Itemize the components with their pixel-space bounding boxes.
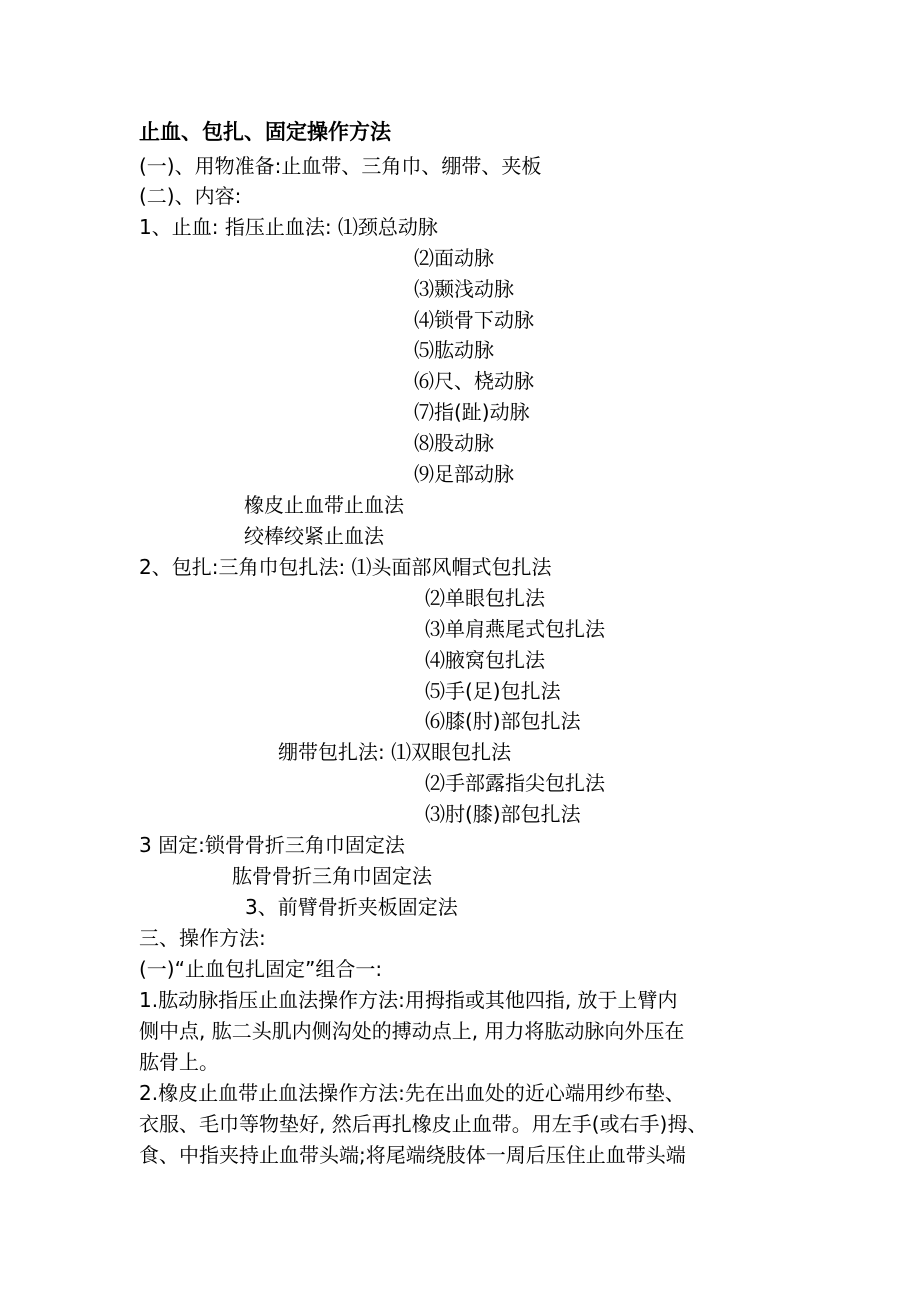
text-line-bandage-method: 绷带包扎法: ⑴双眼包扎法 <box>278 740 512 764</box>
paragraph-line: 衣服、毛巾等物垫好, 然后再扎橡皮止血带。用左手(或右手)拇、 <box>139 1112 708 1136</box>
text-line-item: ⑺指(趾)动脉 <box>414 400 530 424</box>
text-line-method: 3、前臂骨折夹板固定法 <box>245 895 458 919</box>
document-title: 止血、包扎、固定操作方法 <box>139 120 391 144</box>
text-line-method: 橡皮止血带止血法 <box>244 493 404 517</box>
subsection-heading: (一)“止血包扎固定”组合一: <box>139 957 383 981</box>
text-line-hemostasis: 1、止血: 指压止血法: ⑴颈总动脉 <box>139 215 438 239</box>
text-line-bandaging: 2、包扎:三角巾包扎法: ⑴头面部风帽式包扎法 <box>139 555 552 579</box>
section-heading: 三、操作方法: <box>139 926 266 950</box>
text-line-item: ⑼足部动脉 <box>414 462 514 486</box>
text-line-item: ⑶肘(膝)部包扎法 <box>425 802 581 826</box>
text-line-item: ⑵单眼包扎法 <box>425 586 545 610</box>
text-line-method: 绞棒绞紧止血法 <box>244 524 384 548</box>
text-line-method: 肱骨骨折三角巾固定法 <box>232 864 432 888</box>
text-line-fixation: 3 固定:锁骨骨折三角巾固定法 <box>139 833 405 857</box>
text-line-item: ⑵面动脉 <box>414 246 494 270</box>
text-line-item: ⑷锁骨下动脉 <box>414 308 534 332</box>
text-line-item: ⑷腋窝包扎法 <box>425 648 545 672</box>
text-line-item: ⑵手部露指尖包扎法 <box>425 771 605 795</box>
text-line-item: ⑶颞浅动脉 <box>414 277 514 301</box>
paragraph-line: 肱骨上。 <box>139 1050 219 1074</box>
paragraph-line: 2.橡皮止血带止血法操作方法:先在出血处的近心端用纱布垫、 <box>139 1081 685 1105</box>
text-line-item: ⑹尺、桡动脉 <box>414 369 534 393</box>
text-line-item: ⑸肱动脉 <box>414 338 494 362</box>
paragraph-line: 食、中指夹持止血带头端;将尾端绕肢体一周后压住止血带头端 <box>139 1143 686 1167</box>
paragraph-line: 侧中点, 肱二头肌内侧沟处的搏动点上, 用力将肱动脉向外压在 <box>139 1019 685 1043</box>
text-line-item: ⑸手(足)包扎法 <box>425 679 561 703</box>
text-line-item: ⑶单肩燕尾式包扎法 <box>425 617 605 641</box>
text-line-contents: (二)、内容: <box>139 184 242 208</box>
paragraph-line: 1.肱动脉指压止血法操作方法:用拇指或其他四指, 放于上臂内 <box>139 988 678 1012</box>
text-line-item: ⑹膝(肘)部包扎法 <box>425 709 581 733</box>
text-line-item: ⑻股动脉 <box>414 431 494 455</box>
text-line-supplies: (一)、用物准备:止血带、三角巾、绷带、夹板 <box>139 154 542 178</box>
